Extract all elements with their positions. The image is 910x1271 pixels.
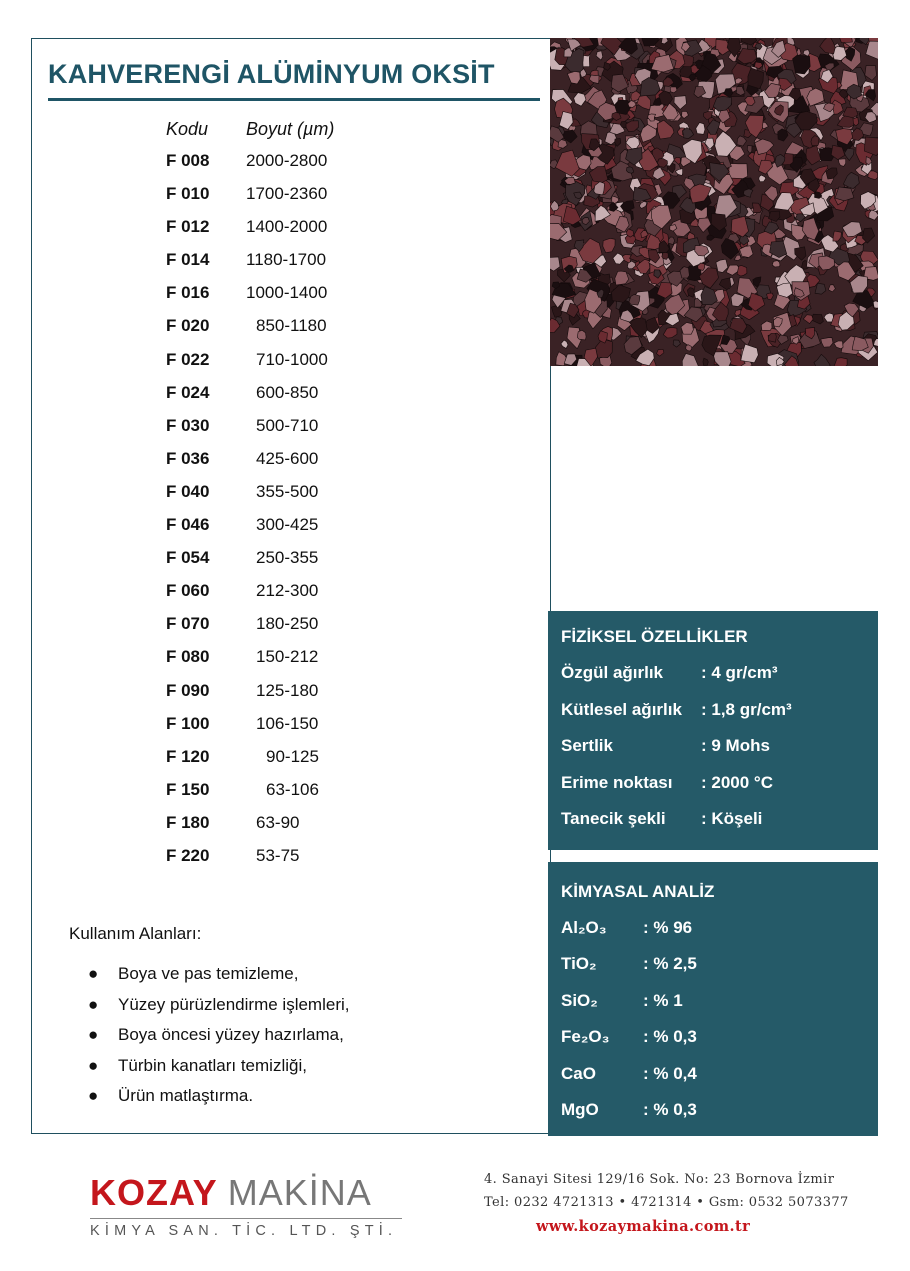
- grit-size-range: 1400-2000: [246, 217, 328, 237]
- usage-item-text: Türbin kanatları temizliği,: [118, 1055, 307, 1075]
- grit-code: F 010: [166, 184, 210, 204]
- website-link[interactable]: www.kozaymakina.com.tr: [536, 1218, 751, 1235]
- physical-label: Sertlik: [561, 736, 613, 755]
- size-table-row: [32, 548, 432, 581]
- grit-size-range: 125-180: [256, 680, 319, 700]
- physical-label: Tanecik şekli: [561, 809, 666, 828]
- grit-size-range: 850-1180: [256, 316, 327, 336]
- grit-size-range: 63-106: [266, 779, 319, 799]
- size-table-row: [32, 449, 432, 482]
- usage-item: [88, 964, 349, 995]
- size-table-row: [32, 714, 432, 747]
- grit-size-range: 53-75: [256, 845, 300, 865]
- grit-size-range: 180-250: [256, 614, 319, 634]
- grit-code: F 090: [166, 680, 210, 700]
- grit-code: F 046: [166, 515, 210, 535]
- physical-properties-panel: [548, 611, 878, 850]
- physical-value: : 1,8 gr/cm³: [701, 699, 792, 719]
- grit-size-range: 63-90: [256, 812, 300, 832]
- grit-size-range: 710-1000: [256, 349, 328, 369]
- grit-size-range: 90-125: [266, 746, 319, 766]
- size-table-row: [32, 614, 432, 647]
- grit-code: F 008: [166, 151, 210, 170]
- bullet-icon: ●: [88, 1086, 99, 1105]
- usage-item: [88, 1056, 349, 1087]
- physical-value: : 9 Mohs: [701, 736, 770, 755]
- brand-main: KOZAY: [90, 1172, 218, 1213]
- size-table-row: [32, 250, 432, 283]
- grit-code: F 180: [166, 812, 210, 832]
- chemical-value: : % 0,3: [643, 1100, 697, 1119]
- grit-code: F 036: [166, 448, 210, 468]
- usage-item-text: Yüzey pürüzlendirme işlemleri,: [118, 994, 350, 1014]
- usage-item-text: Ürün matlaştırma.: [118, 1086, 254, 1105]
- brand-subtitle: KİMYA SAN. TİC. LTD. ŞTİ.: [90, 1223, 398, 1239]
- size-table-row: [32, 747, 432, 780]
- grit-code: F 070: [166, 614, 210, 634]
- size-table-row: [32, 151, 432, 184]
- physical-label: Özgül ağırlık: [561, 663, 664, 682]
- code-column-header: Kodu: [166, 119, 209, 139]
- grit-size-range: 300-425: [256, 515, 319, 535]
- chemical-analysis-panel: [548, 862, 878, 1136]
- grit-code: F 100: [166, 713, 210, 733]
- chemical-value: : % 2,5: [643, 954, 697, 974]
- grit-size-range: 2000-2800: [246, 151, 328, 170]
- grit-texture-image: [550, 38, 878, 366]
- size-table-row: [32, 647, 432, 680]
- grit-code: F 030: [166, 415, 210, 435]
- brand-name: [90, 1172, 402, 1214]
- bullet-icon: ●: [88, 1025, 99, 1044]
- size-table-row: [32, 681, 432, 714]
- physical-value: : Köşeli: [701, 809, 763, 828]
- company-logo: [90, 1172, 402, 1239]
- size-table-row: [32, 482, 432, 515]
- chemical-label: SiO₂: [561, 990, 598, 1010]
- chemical-value: : % 96: [643, 918, 693, 937]
- brand-second: MAKİNA: [227, 1172, 372, 1213]
- phone-text: Tel: 0232 4721313 • 4721314 • Gsm: 0532 5073377: [484, 1195, 849, 1210]
- size-table-row: [32, 383, 432, 416]
- grit-size-range: 150-212: [256, 647, 319, 667]
- size-table-row: [32, 846, 432, 879]
- usage-list: [88, 964, 349, 1117]
- usage-item: [88, 1086, 349, 1117]
- grit-code: F 120: [166, 746, 210, 766]
- grit-size-range: 250-355: [256, 548, 319, 568]
- size-table-row: [32, 813, 432, 846]
- size-table-row: [32, 217, 432, 250]
- logo-divider: [90, 1218, 402, 1219]
- bullet-icon: ●: [88, 1055, 99, 1075]
- grit-code: F 024: [166, 382, 210, 402]
- bullet-icon: ●: [88, 994, 99, 1014]
- page-title: KAHVERENGİ ALÜMİNYUM OKSİT: [48, 59, 540, 101]
- physical-value: : 4 gr/cm³: [701, 663, 778, 682]
- grit-code: F 220: [166, 845, 210, 865]
- usage-item: [88, 995, 349, 1026]
- product-photo: [550, 38, 878, 366]
- grit-code: F 012: [166, 217, 210, 237]
- size-table-row: [32, 283, 432, 316]
- size-table: [32, 151, 432, 879]
- grit-code: F 150: [166, 779, 210, 799]
- usage-item-text: Boya öncesi yüzey hazırlama,: [118, 1025, 344, 1044]
- usage-title: Kullanım Alanları:: [69, 924, 202, 943]
- grit-size-range: 1700-2360: [246, 184, 328, 204]
- chemical-label: TiO₂: [561, 954, 597, 974]
- size-table-row: [32, 350, 432, 383]
- chemical-label: Al₂O₃: [561, 918, 607, 937]
- grit-size-range: 425-600: [256, 448, 319, 468]
- size-table-row: [32, 184, 432, 217]
- physical-value: : 2000 °C: [701, 772, 774, 792]
- grit-size-range: 1000-1400: [246, 283, 328, 303]
- physical-label: Kütlesel ağırlık: [561, 699, 682, 719]
- address-text: 4. Sanayi Sitesi 129/16 Sok. No: 23 Bornova İzmir: [484, 1172, 835, 1187]
- grit-code: F 016: [166, 283, 210, 303]
- grit-code: F 020: [166, 316, 210, 336]
- grit-code: F 060: [166, 581, 210, 601]
- size-table-row: [32, 316, 432, 349]
- chemical-label: MgO: [561, 1100, 599, 1119]
- grit-size-range: 1180-1700: [246, 250, 327, 270]
- product-card: [31, 38, 551, 1134]
- physical-properties-title: FİZİKSEL ÖZELLİKLER: [561, 627, 748, 646]
- grit-size-range: 355-500: [256, 481, 319, 501]
- grit-size-range: 500-710: [256, 415, 319, 435]
- grit-size-range: 600-850: [256, 382, 319, 402]
- physical-label: Erime noktası: [561, 772, 673, 792]
- size-column-header: Boyut (µm): [246, 119, 335, 139]
- size-table-row: [32, 780, 432, 813]
- chemical-value: : % 0,3: [643, 1027, 697, 1047]
- chemical-analysis-title: KİMYASAL ANALİZ: [561, 882, 715, 901]
- grit-code: F 014: [166, 250, 210, 270]
- grit-size-range: 106-150: [256, 713, 319, 733]
- chemical-value: : % 0,4: [643, 1063, 697, 1083]
- bullet-icon: ●: [88, 964, 99, 983]
- size-table-row: [32, 515, 432, 548]
- grit-code: F 022: [166, 349, 210, 369]
- chemical-label: Fe₂O₃: [561, 1027, 610, 1047]
- usage-item: [88, 1025, 349, 1056]
- contact-info: [484, 1172, 849, 1241]
- chemical-label: CaO: [561, 1063, 596, 1083]
- size-table-row: [32, 416, 432, 449]
- size-table-row: [32, 581, 432, 614]
- grit-code: F 054: [166, 548, 210, 568]
- grit-size-range: 212-300: [256, 581, 319, 601]
- grit-code: F 040: [166, 481, 210, 501]
- grit-code: F 080: [166, 647, 210, 667]
- chemical-value: : % 1: [643, 990, 683, 1010]
- usage-item-text: Boya ve pas temizleme,: [118, 964, 299, 983]
